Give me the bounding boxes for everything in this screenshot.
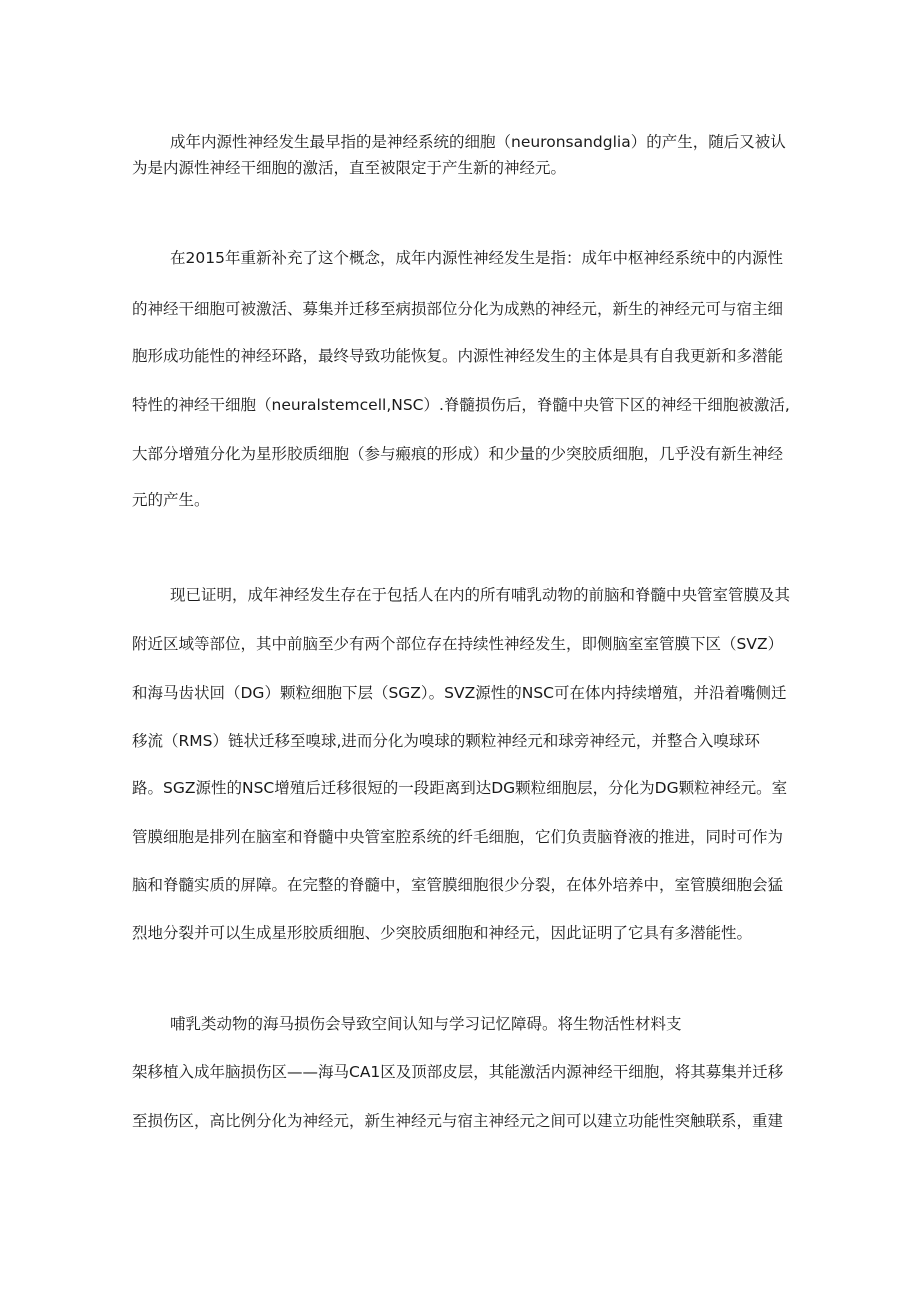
- paragraph-2-line-2: 的神经干细胞可被激活、募集并迁移至病损部位分化为成熟的神经元，新生的神经元可与宿主细: [132, 300, 784, 318]
- paragraph-3-line-1: 现已证明，成年神经发生存在于包括人在内的所有哺乳动物的前脑和脊髓中央管室管膜及其: [170, 586, 791, 604]
- paragraph-3-line-2: 附近区域等部位，其中前脑至少有两个部位存在持续性神经发生，即侧脑室室管膜下区（SVZ）: [132, 635, 784, 653]
- paragraph-3-line-3: 和海马齿状回（DG）颗粒细胞下层（SGZ）。SVZ源性的NSC可在体内持续增殖，并沿着嘴侧迁: [132, 684, 787, 702]
- paragraph-1-line-2: 为是内源性神经干细胞的激活，直至被限定于产生新的神经元。: [132, 159, 567, 177]
- paragraph-2-line-5: 大部分增殖分化为星形胶质细胞（参与瘢痕的形成）和少量的少突胶质细胞，几乎没有新生神经: [132, 445, 784, 463]
- paragraph-3-line-8: 烈地分裂并可以生成星形胶质细胞、少突胶质细胞和神经元，因此证明了它具有多潜能性。: [132, 924, 753, 942]
- paragraph-4-line-1: 哺乳类动物的海马损伤会导致空间认知与学习记忆障碍。将生物活性材料支: [170, 1015, 682, 1033]
- paragraph-3-line-7: 脑和脊髓实质的屏障。在完整的脊髓中，室管膜细胞很少分裂，在体外培养中，室管膜细胞会猛: [132, 876, 784, 894]
- paragraph-3-line-5: 路。SGZ源性的NSC增殖后迁移很短的一段距离到达DG颗粒细胞层，分化为DG颗粒神经元。室: [132, 779, 788, 797]
- paragraph-2-line-3: 胞形成功能性的神经环路，最终导致功能恢复。内源性神经发生的主体是具有自我更新和多潜能: [132, 347, 784, 365]
- paragraph-3-line-4: 移流（RMS）链状迁移至嗅球,进而分化为嗅球的颗粒神经元和球旁神经元，并整合入嗅球环: [132, 732, 760, 750]
- paragraph-4-line-3: 至损伤区，高比例分化为神经元，新生神经元与宿主神经元之间可以建立功能性突触联系，重建: [132, 1112, 784, 1130]
- paragraph-2-line-1: 在2015年重新补充了这个概念，成年内源性神经发生是指：成年中枢神经系统中的内源性: [170, 249, 783, 267]
- paragraph-2-line-4: 特性的神经干细胞（neuralstemcell,NSC）.脊髓损伤后，脊髓中央管下区的神经干细胞被激活,: [132, 396, 790, 414]
- paragraph-1-line-1: 成年内源性神经发生最早指的是神经系统的细胞（neuronsandglia）的产生，随后又被认: [170, 133, 786, 151]
- paragraph-4-line-2: 架移植入成年脑损伤区——海马CA1区及顶部皮层，其能激活内源神经干细胞，将其募集并迁移: [132, 1063, 784, 1081]
- paragraph-3-line-6: 管膜细胞是排列在脑室和脊髓中央管室腔系统的纤毛细胞，它们负责脑脊液的推进，同时可作为: [132, 828, 784, 846]
- paragraph-2-line-6: 元的产生。: [132, 491, 210, 509]
